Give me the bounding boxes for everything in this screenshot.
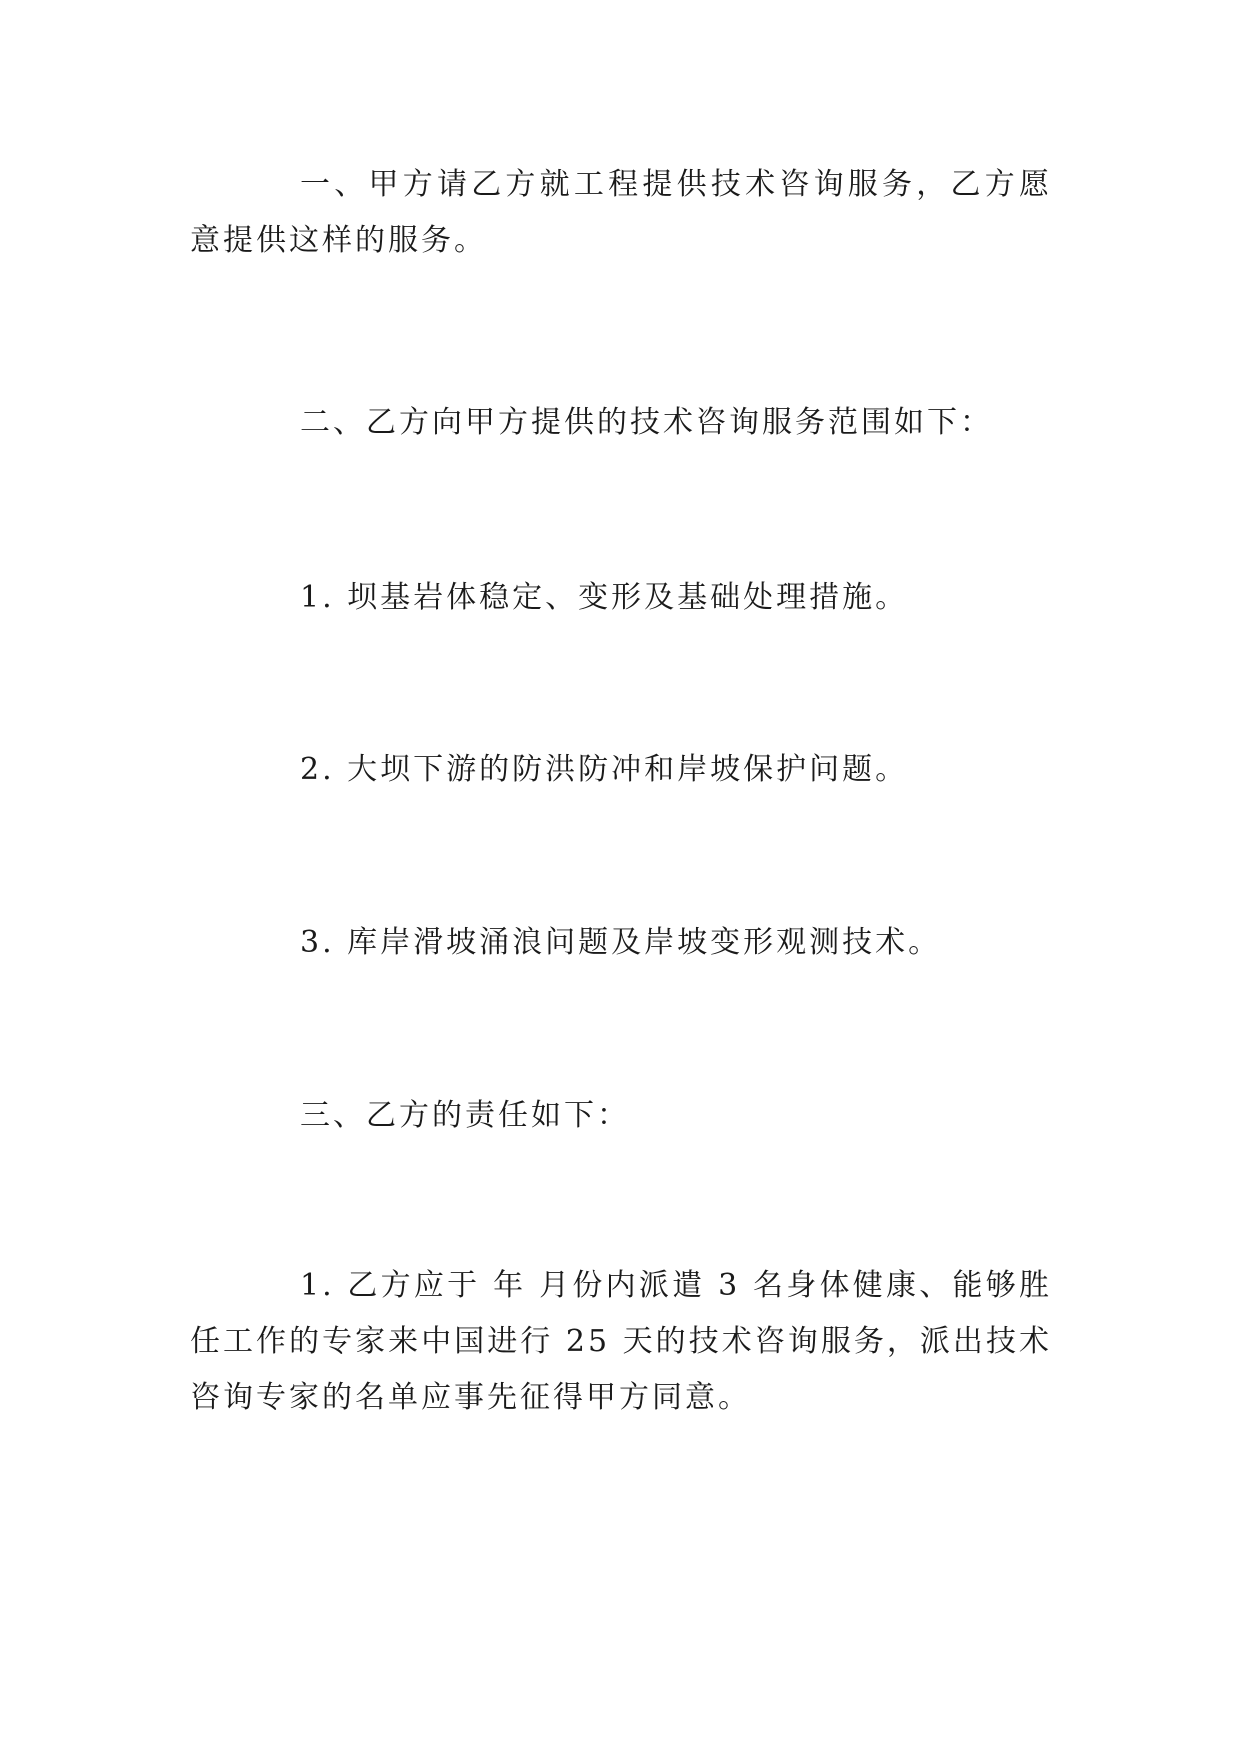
- clause-2-paragraph: 二、乙方向甲方提供的技术咨询服务范围如下：: [300, 405, 993, 440]
- responsibility-item-1: 1. 乙方应于 年 月份内派遣 3 名身体健康、能够胜任工作的专家来中国进行 25 天的技术咨询服务，派出技术咨询专家的名单应事先征得甲方同意。: [190, 1268, 1052, 1415]
- clause-1-paragraph: 一、甲方请乙方就工程提供技术咨询服务，乙方愿意提供这样的服务。: [190, 167, 1052, 258]
- scope-item-3: 3. 库岸滑坡涌浪问题及岸坡变形观测技术。: [300, 925, 942, 960]
- scope-item-2: 2. 大坝下游的防洪防冲和岸坡保护问题。: [300, 752, 909, 787]
- clause-3-paragraph: 三、乙方的责任如下：: [300, 1098, 630, 1133]
- scope-item-1: 1. 坝基岩体稳定、变形及基础处理措施。: [300, 580, 909, 615]
